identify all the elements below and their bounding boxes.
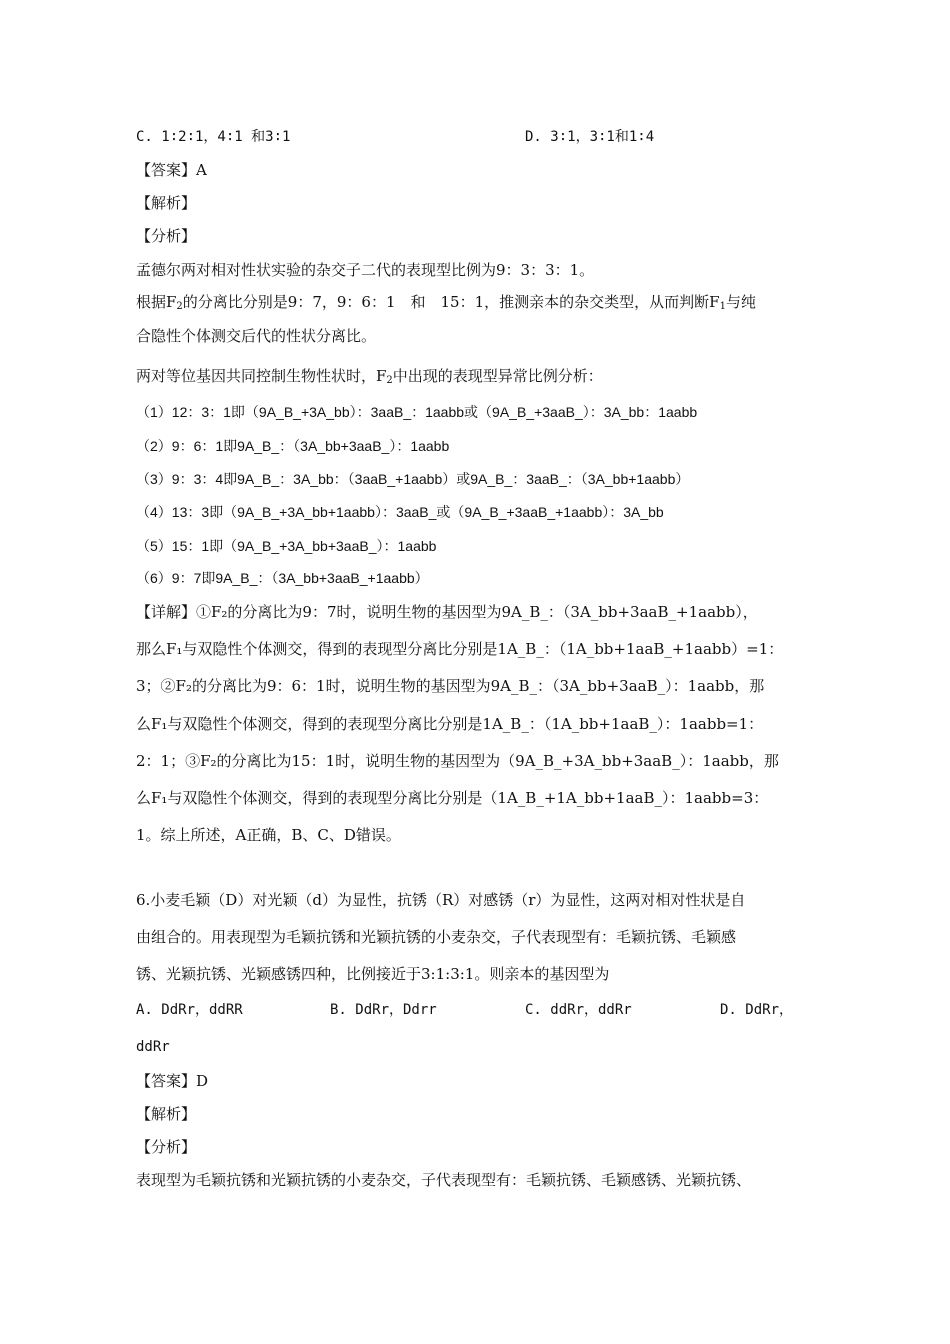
q5-option-c: C. 1∶2∶1，4∶1 和3∶1 — [136, 129, 291, 145]
q5-answer: 【答案】A — [136, 161, 207, 179]
q5-option-d: D. 3∶1，3∶1和1∶4 — [525, 129, 655, 145]
q5-detail-line: 【详解】①F₂的分离比为9：7时，说明生物的基因型为9A_B_：（3A_bb+3aaB_+1aabb）， — [136, 603, 758, 621]
q5-analysis-p1: 孟德尔两对相对性状实验的杂交子二代的表现型比例为9：3：3：1。 — [136, 261, 595, 279]
q6-stem-line: 6.小麦毛颖（D）对光颖（d）为显性，抗锈（R）对感锈（r）为显性，这两对相对性状是自 — [136, 891, 746, 909]
q5-jiexi-heading: 【解析】 — [136, 194, 197, 212]
q5-analysis-p3: 合隐性个体测交后代的性状分离比。 — [136, 327, 377, 345]
q5-detail-line: 么F₁与双隐性个体测交，得到的表现型分离比分别是1A_B_：（1A_bb+1aaB_）：1aabb=1： — [136, 715, 764, 733]
q6-stem-line: 由组合的。用表现型为毛颖抗锈和光颖抗锈的小麦杂交，子代表现型有：毛颖抗锈、毛颖感 — [136, 928, 737, 946]
q6-option-c: C. ddRr，ddRr — [525, 1002, 632, 1018]
ratio-item: （1）12：3：1即（9A_B_+3A_bb）：3aaB_：1aabb或（9A_B_+3aaB_）：3A_bb：1aabb — [136, 404, 698, 420]
ratio-item: （6）9：7即9A_B_：（3A_bb+3aaB_+1aabb） — [136, 570, 429, 586]
q5-detail-line: 那么F₁与双隐性个体测交，得到的表现型分离比分别是1A_B_：（1A_bb+1aaB_+1aabb）=1： — [136, 640, 784, 658]
q6-jiexi-heading: 【解析】 — [136, 1105, 197, 1123]
q5-detail-line: 么F₁与双隐性个体测交，得到的表现型分离比分别是（1A_B_+1A_bb+1aaB_）：1aabb=3： — [136, 789, 769, 807]
q6-fenxi-heading: 【分析】 — [136, 1138, 197, 1156]
q6-option-a: A. DdRr，ddRR — [136, 1002, 243, 1018]
q5-fenxi-heading: 【分析】 — [136, 227, 197, 245]
ratio-item: （3）9：3：4即9A_B_：3A_bb：（3aaB_+1aabb）或9A_B_：3aaB_：（3A_bb+1aabb） — [136, 471, 690, 487]
q6-answer: 【答案】D — [136, 1072, 209, 1090]
ratio-item: （4）13：3即（9A_B_+3A_bb+1aabb）：3aaB_或（9A_B_+3aaB_+1aabb）：3A_bb — [136, 504, 664, 520]
q5-detail-line: 3；②F₂的分离比为9：6：1时，说明生物的基因型为9A_B_：（3A_bb+3aaB_）：1aabb，那 — [136, 677, 765, 695]
ratio-item: （5）15：1即（9A_B_+3A_bb+3aaB_）：1aabb — [136, 538, 437, 554]
q6-option-b: B. DdRr，Ddrr — [330, 1002, 437, 1018]
ratio-item: （2）9：6：1即9A_B_：（3A_bb+3aaB_）：1aabb — [136, 438, 450, 454]
q5-analysis-p2: 根据$F_2$的分离比分别是9：7，9：6：1 和 15：1，推测亲本的杂交类型，从而判断$F_1$与纯 — [136, 293, 756, 312]
q6-stem-line: 锈、光颖抗锈、光颖感锈四种，比例接近于3:1:3:1。则亲本的基因型为 — [136, 965, 610, 983]
q6-option-d: D. DdRr， — [720, 1002, 794, 1018]
q6-option-d-continued: ddRr — [136, 1039, 170, 1055]
q5-analysis-p4: 两对等位基因共同控制生物性状时，$F_2$中出现的表现型异常比例分析： — [136, 367, 603, 386]
q5-detail-line: 1。综上所述，A正确，B、C、D错误。 — [136, 826, 401, 844]
q5-detail-line: 2：1；③F₂的分离比为15：1时，说明生物的基因型为（9A_B_+3A_bb+3aaB_）：1aabb，那 — [136, 752, 779, 770]
q6-analysis-p1: 表现型为毛颖抗锈和光颖抗锈的小麦杂交，子代表现型有：毛颖抗锈、毛颖感锈、光颖抗锈、 — [136, 1171, 752, 1189]
